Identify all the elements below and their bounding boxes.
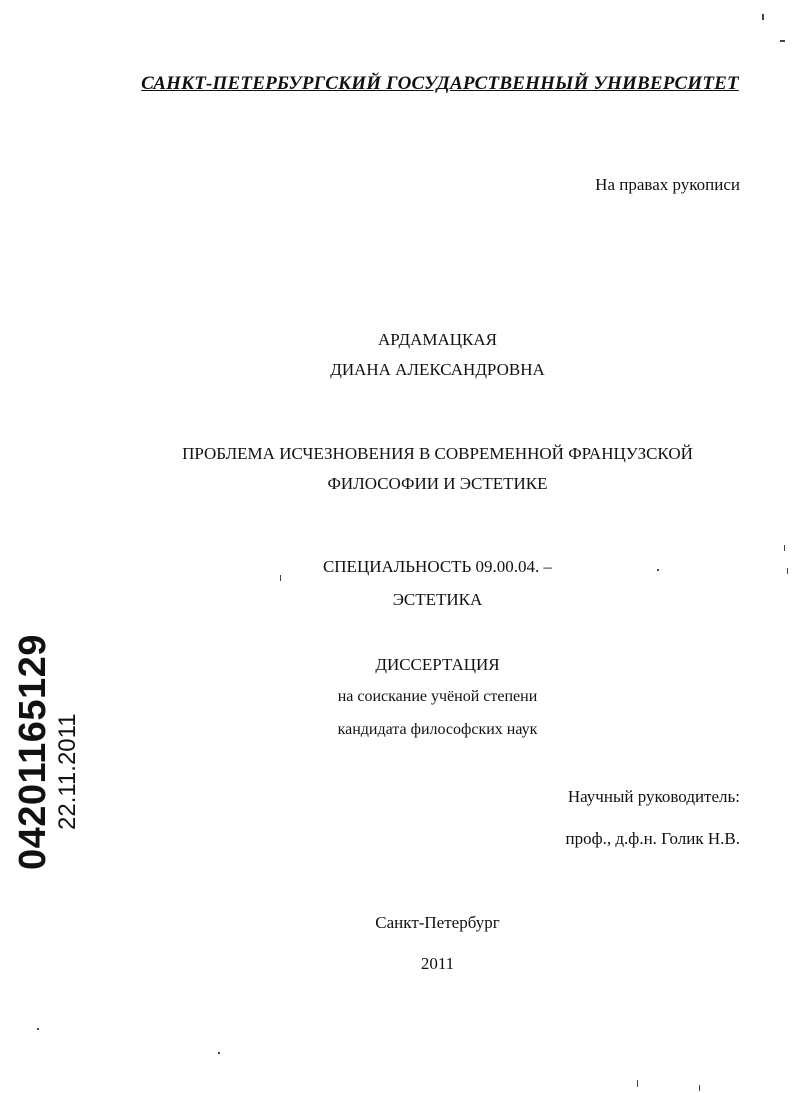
scan-speck bbox=[699, 1085, 700, 1091]
city: Санкт-Петербург bbox=[375, 913, 500, 932]
university-name: САНКТ-ПЕТЕРБУРГСКИЙ ГОСУДАРСТВЕННЫЙ УНИВЕРСИТЕТ bbox=[141, 73, 739, 94]
year: 2011 bbox=[420, 954, 455, 973]
author-surname: АРДАМАЦКАЯ bbox=[378, 330, 497, 349]
thesis-title-line-2: ФИЛОСОФИИ И ЭСТЕТИКЕ bbox=[327, 474, 548, 493]
manuscript-rights-note: На правах рукописи bbox=[595, 175, 740, 194]
library-stamp bbox=[12, 634, 82, 870]
scan-speck bbox=[657, 569, 659, 571]
degree-line-1: на соискание учёной степени bbox=[337, 688, 538, 705]
degree-line-2: кандидата философских наук bbox=[337, 721, 538, 738]
scan-speck bbox=[787, 568, 788, 574]
specialty-line-1: СПЕЦИАЛЬНОСТЬ 09.00.04. – bbox=[322, 557, 553, 576]
scan-speck bbox=[37, 1028, 39, 1030]
library-stamp-date: 22.11.2011 bbox=[54, 713, 81, 830]
author-given-names: ДИАНА АЛЕКСАНДРОВНА bbox=[330, 360, 545, 379]
scan-speck bbox=[280, 575, 281, 581]
library-stamp-number: 04201165129 bbox=[12, 634, 54, 870]
thesis-title-line-1: ПРОБЛЕМА ИСЧЕЗНОВЕНИЯ В СОВРЕМЕННОЙ ФРАНЦУЗСКОЙ bbox=[182, 444, 693, 463]
document-type: ДИССЕРТАЦИЯ bbox=[375, 655, 500, 674]
scan-speck bbox=[780, 40, 785, 42]
scan-speck bbox=[784, 545, 785, 551]
advisor-name: проф., д.ф.н. Голик Н.В. bbox=[565, 829, 740, 848]
advisor-label: Научный руководитель: bbox=[567, 787, 740, 806]
scan-speck bbox=[762, 14, 764, 20]
scan-speck bbox=[637, 1080, 638, 1087]
specialty-line-2: ЭСТЕТИКА bbox=[392, 590, 483, 609]
scan-speck bbox=[218, 1052, 220, 1054]
